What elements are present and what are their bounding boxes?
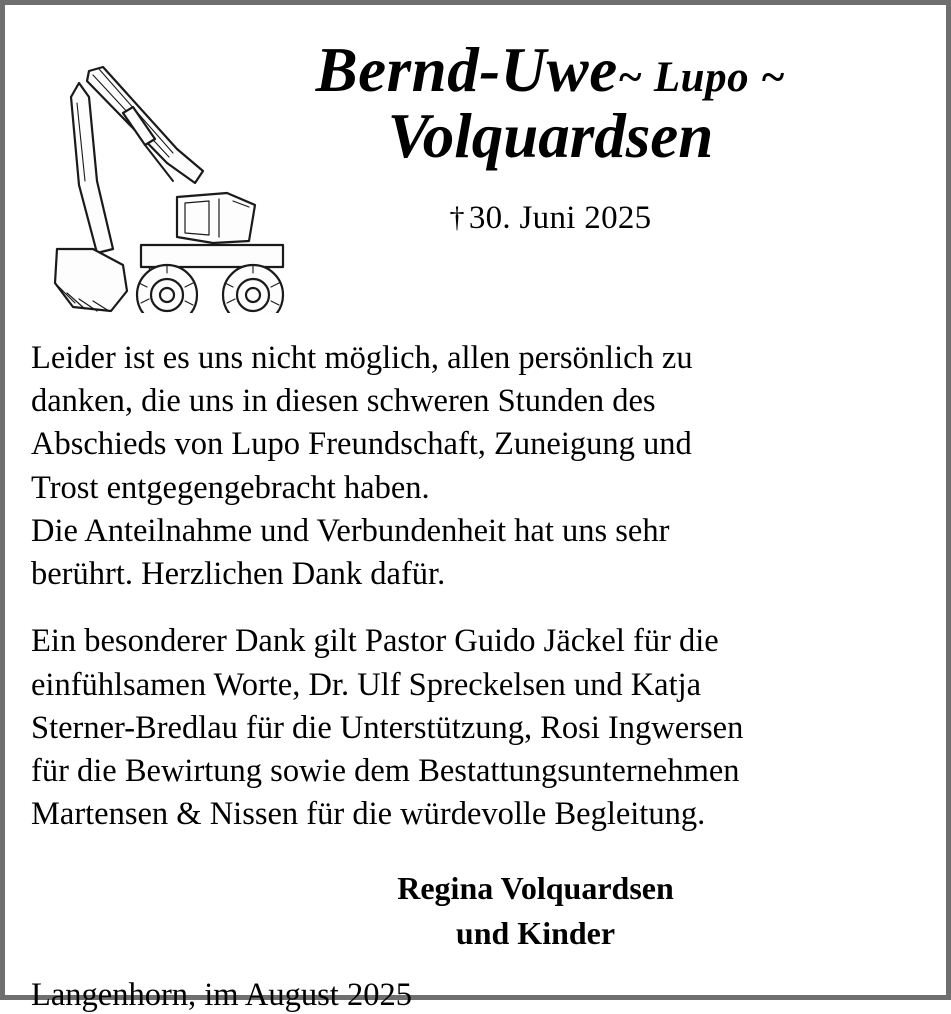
last-name: Volquardsen (387, 101, 714, 172)
paragraph2-line2: berührt. Herzlichen Dank dafür. (31, 556, 446, 593)
signature-block (151, 866, 920, 954)
paragraph-spacer (31, 596, 920, 620)
paragraph1-line4: Trost entgegengebracht haben. (31, 469, 430, 506)
paragraph3-line1: Ein besonderer Dank gilt Pastor Guido Jäckel für die (31, 623, 719, 660)
signature-line-2: und Kinder (455, 914, 616, 951)
paragraph-sympathy (31, 510, 920, 596)
paragraph-thanks (31, 337, 920, 510)
excavator-illustration (27, 53, 307, 313)
nickname-text: ~ Lupo ~ (617, 54, 786, 101)
paragraph1-line2: danken, die uns in diesen schweren Stunden des (31, 383, 656, 420)
paragraph3-line3: Sterner-Bredlau für die Unterstützung, Rosi Ingwersen (31, 709, 744, 746)
signature-line-1: Regina Volquardsen (397, 870, 674, 907)
paragraph-special-thanks (31, 620, 920, 836)
place-and-date: Langenhorn, im August 2025 (31, 976, 412, 1013)
paragraph1-line3: Abschieds von Lupo Freundschaft, Zuneigung und (31, 426, 692, 463)
notice-header (31, 19, 920, 319)
death-date-text: 30. Juni 2025 (468, 199, 652, 236)
paragraph3-line4: für die Bewirtung sowie dem Bestattungsunternehmen (31, 752, 740, 789)
first-name-text: Bernd-Uwe (315, 35, 618, 105)
paragraph3-line2: einfühlsamen Worte, Dr. Ulf Spreckelsen und Katja (31, 666, 702, 703)
paragraph3-line5: Martensen & Nissen für die würdevolle Begleitung. (31, 796, 706, 833)
paragraph1-line1: Leider ist es uns nicht möglich, allen persönlich zu (31, 340, 693, 376)
notice-body (31, 337, 920, 836)
cross-icon: † (449, 200, 465, 234)
paragraph2-line1: Die Anteilnahme und Verbundenheit hat uns sehr (31, 512, 670, 549)
